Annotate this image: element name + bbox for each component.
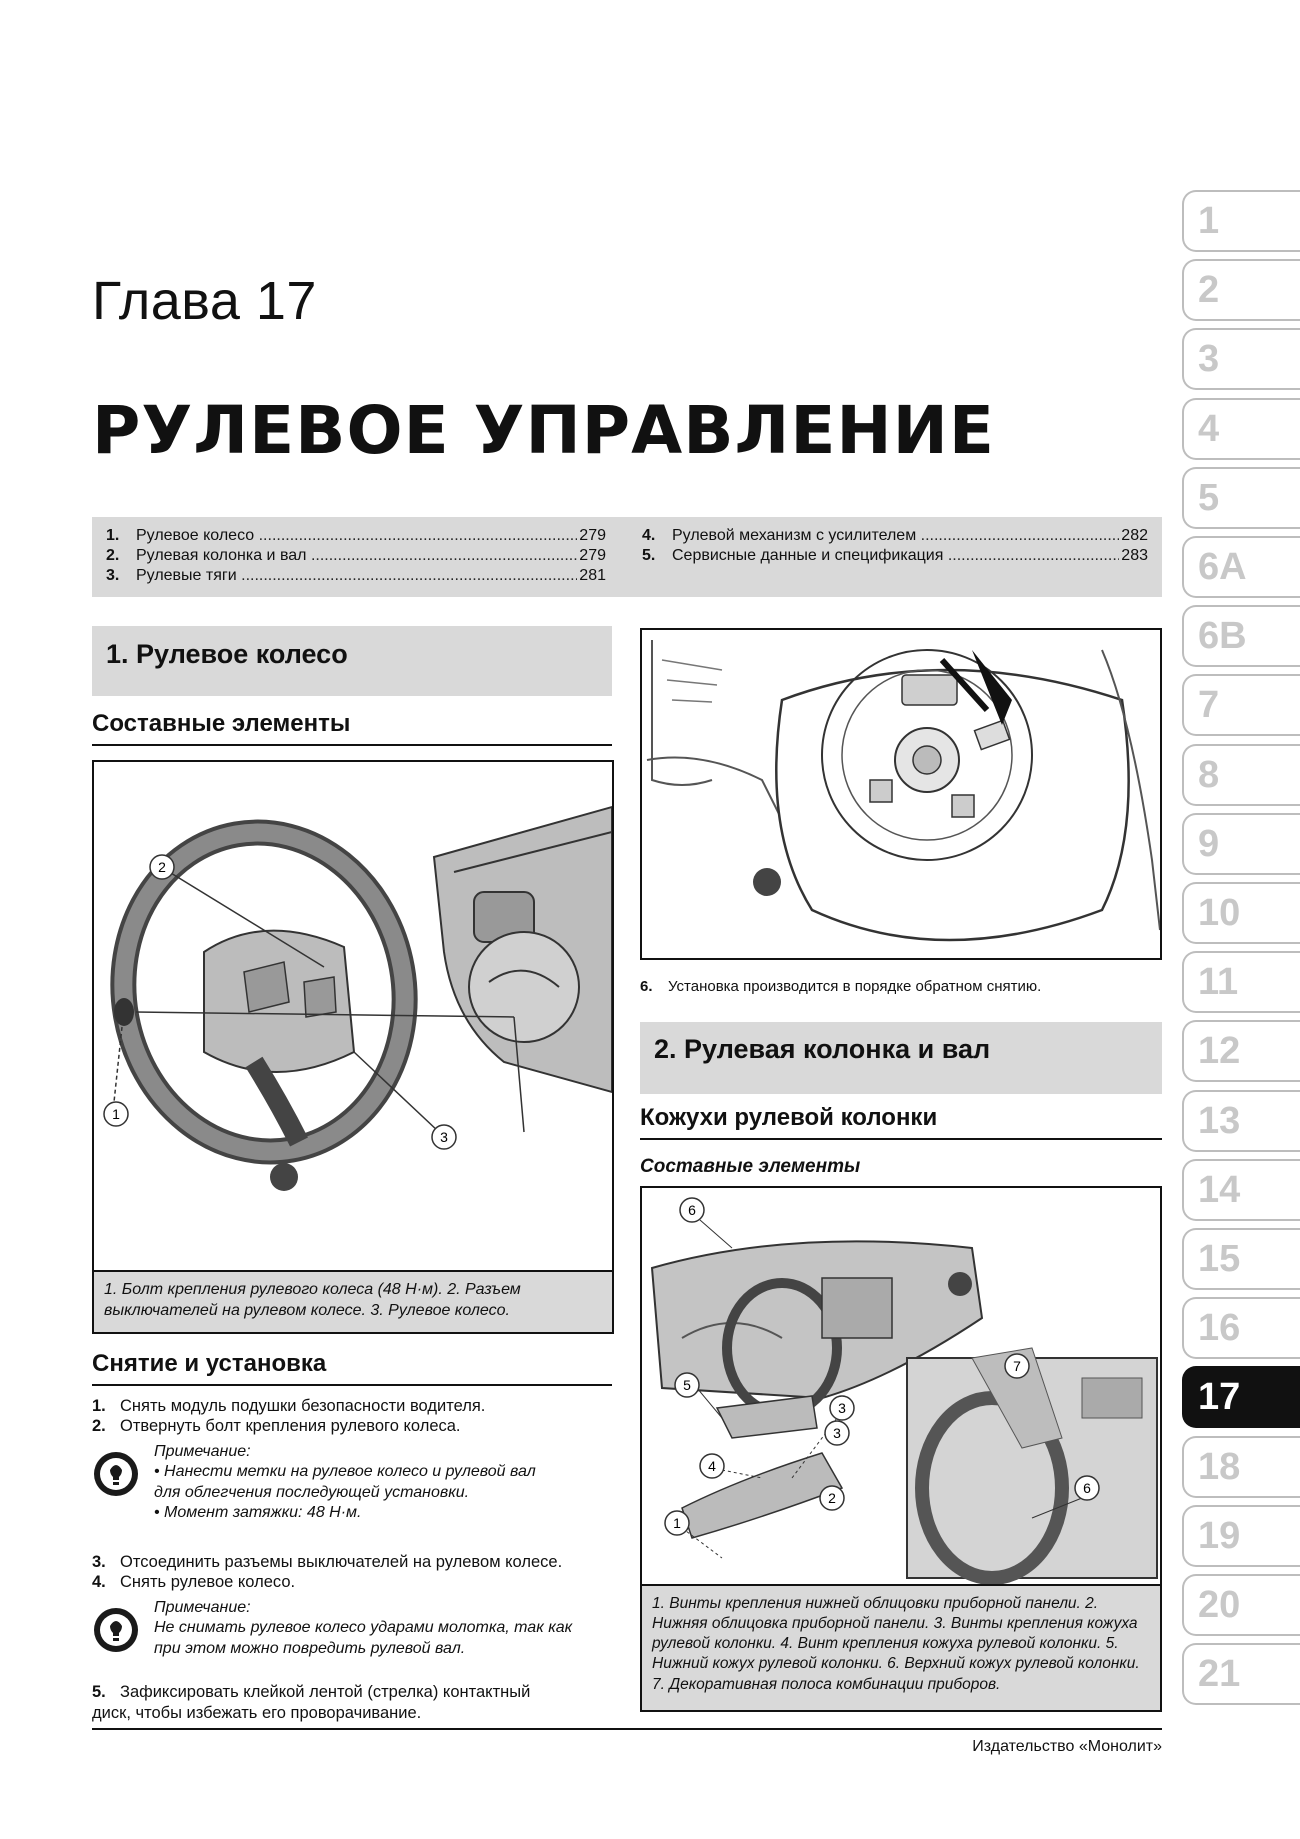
footer-divider (92, 1728, 1162, 1730)
steering-wheel-illustration (94, 762, 612, 1262)
step (92, 1416, 612, 1437)
section-heading-steering-column: 2. Рулевая колонка и вал (640, 1022, 1162, 1094)
note-line: для облегчения последующей установки. (154, 1483, 470, 1501)
tab-chapter-6b[interactable]: 6B (1182, 605, 1300, 667)
tab-chapter-7[interactable]: 7 (1182, 674, 1300, 736)
note-icon (94, 1452, 138, 1496)
step-number: 4. (92, 1573, 106, 1591)
toc-page: 282 (1121, 527, 1148, 544)
callout-3b: 3 (833, 1425, 841, 1441)
step-text: Снять рулевое колесо. (120, 1573, 296, 1591)
tab-chapter-13[interactable]: 13 (1182, 1090, 1300, 1152)
tab-chapter-19[interactable]: 19 (1182, 1505, 1300, 1567)
figure-column-shrouds (640, 1186, 1162, 1712)
figure-caption: 1. Болт крепления рулевого колеса (48 Н·м). 2. Разъем выключателей на рулевом колесе. 3. Рулевое колесо. (94, 1270, 612, 1332)
toc-item[interactable] (106, 527, 606, 545)
toc-num: 4. (642, 527, 656, 544)
callout-1: 1 (112, 1106, 120, 1122)
callout-6b: 6 (1083, 1480, 1091, 1496)
note-icon (94, 1608, 138, 1652)
column-shrouds-illustration (642, 1188, 1160, 1584)
callout-1: 1 (673, 1515, 681, 1531)
chapter-label: Глава 17 (92, 271, 317, 331)
toc-num: 2. (106, 547, 120, 564)
toc-item[interactable] (642, 527, 1148, 545)
callout-2: 2 (158, 859, 166, 875)
toc-num: 5. (642, 547, 656, 564)
tab-chapter-8[interactable]: 8 (1182, 744, 1300, 806)
components-heading: Составные элементы (640, 1156, 861, 1177)
components-heading: Составные элементы (92, 710, 612, 746)
toc-num: 1. (106, 527, 120, 544)
callout-7: 7 (1013, 1358, 1021, 1374)
tab-chapter-20[interactable]: 20 (1182, 1574, 1300, 1636)
tab-chapter-15[interactable]: 15 (1182, 1228, 1300, 1290)
tab-chapter-14[interactable]: 14 (1182, 1159, 1300, 1221)
step-number: 6. (640, 978, 653, 995)
figure-contact-disc (640, 628, 1162, 960)
toc-label: Рулевое колесо ..... (136, 527, 577, 545)
callout-5: 5 (683, 1377, 691, 1393)
tab-chapter-12[interactable]: 12 (1182, 1020, 1300, 1082)
note-line: Не снимать рулевое колесо ударами молотка, так как (154, 1619, 573, 1637)
note-block (154, 1598, 614, 1659)
note-line: при этом можно повредить рулевой вал. (154, 1639, 466, 1657)
tab-chapter-18[interactable]: 18 (1182, 1436, 1300, 1498)
column-shrouds-heading: Кожухи рулевой колонки (640, 1104, 1162, 1140)
tab-chapter-17[interactable]: 17 (1182, 1366, 1300, 1428)
toc-label: Сервисные данные и спецификация ..... (672, 547, 1119, 565)
toc-label: Рулевой механизм с усилителем ..... (672, 527, 1119, 545)
toc-label: Рулевая колонка и вал ..... (136, 547, 577, 565)
tab-chapter-3[interactable]: 3 (1182, 328, 1300, 390)
chapter-title: РУЛЕВОЕ УПРАВЛЕНИЕ (92, 392, 995, 469)
step (92, 1552, 612, 1573)
step-number: 1. (92, 1397, 106, 1415)
callout-2: 2 (828, 1490, 836, 1506)
tab-chapter-10[interactable]: 10 (1182, 882, 1300, 944)
section-heading-steering-wheel: 1. Рулевое колесо (92, 626, 612, 696)
toc-item[interactable] (642, 547, 1148, 565)
note-title: Примечание: (154, 1443, 251, 1460)
step-text: Отсоединить разъемы выключателей на рулевом колесе. (120, 1553, 563, 1571)
toc-page: 279 (579, 547, 606, 564)
step (92, 1396, 612, 1417)
toc-label: Рулевые тяги ..... (136, 567, 577, 585)
tab-chapter-4[interactable]: 4 (1182, 398, 1300, 460)
tab-chapter-5[interactable]: 5 (1182, 467, 1300, 529)
step-text: Установка производится в порядке обратном снятию. (668, 978, 1042, 995)
callout-6: 6 (688, 1202, 696, 1218)
toc-page: 281 (579, 567, 606, 584)
publisher-mark-icon (948, 1272, 972, 1296)
tab-chapter-2[interactable]: 2 (1182, 259, 1300, 321)
toc-num: 3. (106, 567, 120, 584)
contact-disc-illustration (642, 630, 1160, 958)
publisher-mark-icon (753, 868, 781, 896)
step-text: диск, чтобы избежать его проворачивание. (92, 1703, 422, 1722)
tab-chapter-11[interactable]: 11 (1182, 951, 1300, 1013)
tab-chapter-6a[interactable]: 6A (1182, 536, 1300, 598)
step-number: 2. (92, 1417, 106, 1435)
toc-item[interactable] (106, 567, 606, 585)
step (640, 978, 1162, 997)
note-line: • Нанести метки на рулевое колесо и рулевой вал (154, 1463, 536, 1481)
tab-chapter-21[interactable]: 21 (1182, 1643, 1300, 1705)
step-number: 3. (92, 1553, 106, 1571)
publisher-footer: Издательство «Монолит» (972, 1738, 1162, 1755)
toc-page: 283 (1121, 547, 1148, 564)
step (92, 1682, 612, 1723)
publisher-mark-icon (270, 1163, 298, 1191)
callout-3: 3 (440, 1129, 448, 1145)
figure-steering-wheel (92, 760, 614, 1334)
step-text: Снять модуль подушки безопасности водителя. (120, 1397, 486, 1415)
figure-caption: 1. Винты крепления нижней облицовки приборной панели. 2. Нижняя облицовка приборной панели. 3. Винты крепления кожуха рулевой колонки. 4. Винт крепления кожуха рулевой колонки. 5. Нижний кожух рулевой колонки. 6. Верхний кожух рулевой колонки. 7. Декоративная полоса комбинации приборов. (642, 1584, 1160, 1710)
removal-heading: Снятие и установка (92, 1350, 612, 1386)
step-text: Зафиксировать клейкой лентой (стрелка) контактный (120, 1683, 531, 1701)
step (92, 1572, 612, 1593)
callout-3: 3 (838, 1400, 846, 1416)
toc-item[interactable] (106, 547, 606, 565)
note-title: Примечание: (154, 1599, 251, 1616)
tab-chapter-1[interactable]: 1 (1182, 190, 1300, 252)
tab-chapter-16[interactable]: 16 (1182, 1297, 1300, 1359)
note-block (154, 1442, 614, 1524)
callout-4: 4 (708, 1458, 716, 1474)
table-of-contents (92, 517, 1162, 597)
step-text: Отвернуть болт крепления рулевого колеса. (120, 1417, 461, 1435)
toc-page: 279 (579, 527, 606, 544)
note-line: • Момент затяжки: 48 Н·м. (154, 1504, 362, 1522)
tab-chapter-9[interactable]: 9 (1182, 813, 1300, 875)
step-number: 5. (92, 1683, 106, 1701)
